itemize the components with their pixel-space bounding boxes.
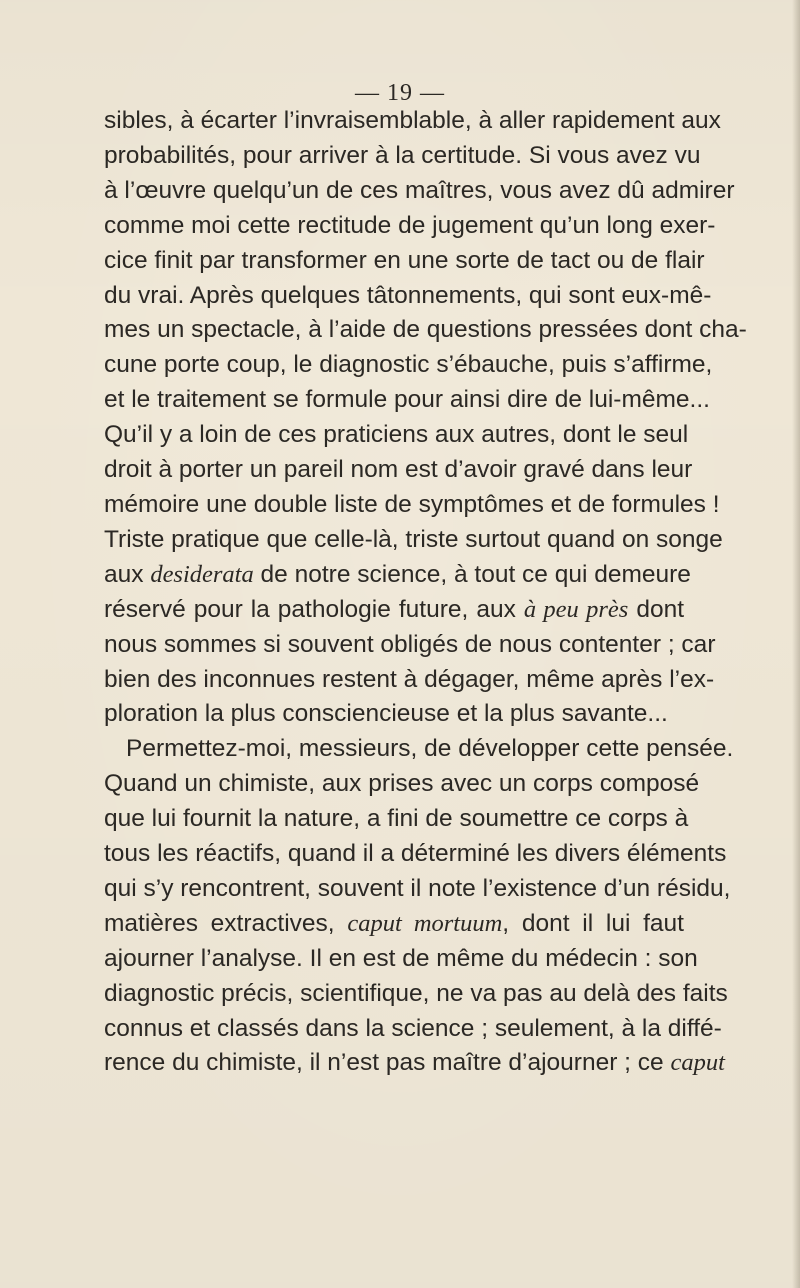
text-segment: matières extractives, [104,909,348,937]
text-line: probabilités, pour arriver à la certitude. Si vous avez vu [104,141,701,169]
text-line: à l’œuvre quelqu’un de ces maîtres, vous avez dû admirer [104,176,735,204]
text-line: sibles, à écarter l’invraisemblable, à aller rapidement aux [104,107,721,134]
text-segment: réservé pour la pathologie future, aux [104,595,524,623]
text-line: cune porte coup, le diagnostic s’ébauche, puis s’affirme, [104,351,713,379]
text-line: nous sommes si souvent obligés de nous contenter ; car [104,630,716,658]
text-line: Quand un chimiste, aux prises avec un corps composé [104,770,700,798]
text-line: bien des inconnues restent à dégager, même après l’ex- [104,665,715,693]
text-segment: , dont il lui faut [502,909,684,937]
italic-term: desiderata [150,560,254,588]
text-segment: dont [628,595,684,623]
text-line: mes un spectacle, à l’aide de questions pressées dont cha- [104,316,747,344]
text-line: ajourner l’analyse. Il en est de même du médecin : son [104,944,698,972]
text-line: comme moi cette rectitude de jugement qu’un long exer- [104,211,716,239]
text-line: que lui fournit la nature, a fini de soumettre ce corps à [104,805,689,833]
text-segment: aux [104,560,151,588]
text-line [104,907,684,942]
text-line: et le traitement se formule pour ainsi dire de lui-même... [104,386,710,414]
text-line: cice finit par transformer en une sorte de tact ou de flair [104,246,705,274]
text-segment: de notre science, à tout ce qui demeure [253,560,691,588]
text-line: qui s’y rencontrent, souvent il note l’existence d’un résidu, [104,874,731,902]
text-line: du vrai. Après quelques tâtonnements, qui sont eux-mê- [104,281,712,309]
body-text [104,104,747,1081]
text-line [104,558,691,593]
page-number: — 19 — [355,80,445,106]
text-line: tous les réactifs, quand il a déterminé les divers éléments [104,840,727,868]
text-line: connus et classés dans la science ; seulement, à la diffé- [104,1014,722,1042]
text-line [104,593,684,628]
text-line: ploration la plus consciencieuse et la plus savante... [104,700,668,728]
italic-term: caput [670,1049,725,1077]
text-line [104,1046,725,1081]
italic-term: caput mortuum [347,909,503,937]
text-line: Triste pratique que celle-là, triste surtout quand on songe [104,525,723,553]
text-line: diagnostic précis, scientifique, ne va pas au delà des faits [104,979,728,1007]
text-segment: rence du chimiste, il n’est pas maître d’ajourner ; ce [104,1049,671,1077]
text-line: droit à porter un pareil nom est d’avoir gravé dans leur [104,456,693,484]
text-line: Qu’il y a loin de ces praticiens aux autres, dont le seul [104,421,689,449]
text-line: mémoire une double liste de symptômes et de formules ! [104,490,720,518]
text-line: Permettez-moi, messieurs, de développer cette pensée. [126,735,734,763]
page-edge [792,0,800,1288]
italic-term: à peu près [523,595,629,623]
